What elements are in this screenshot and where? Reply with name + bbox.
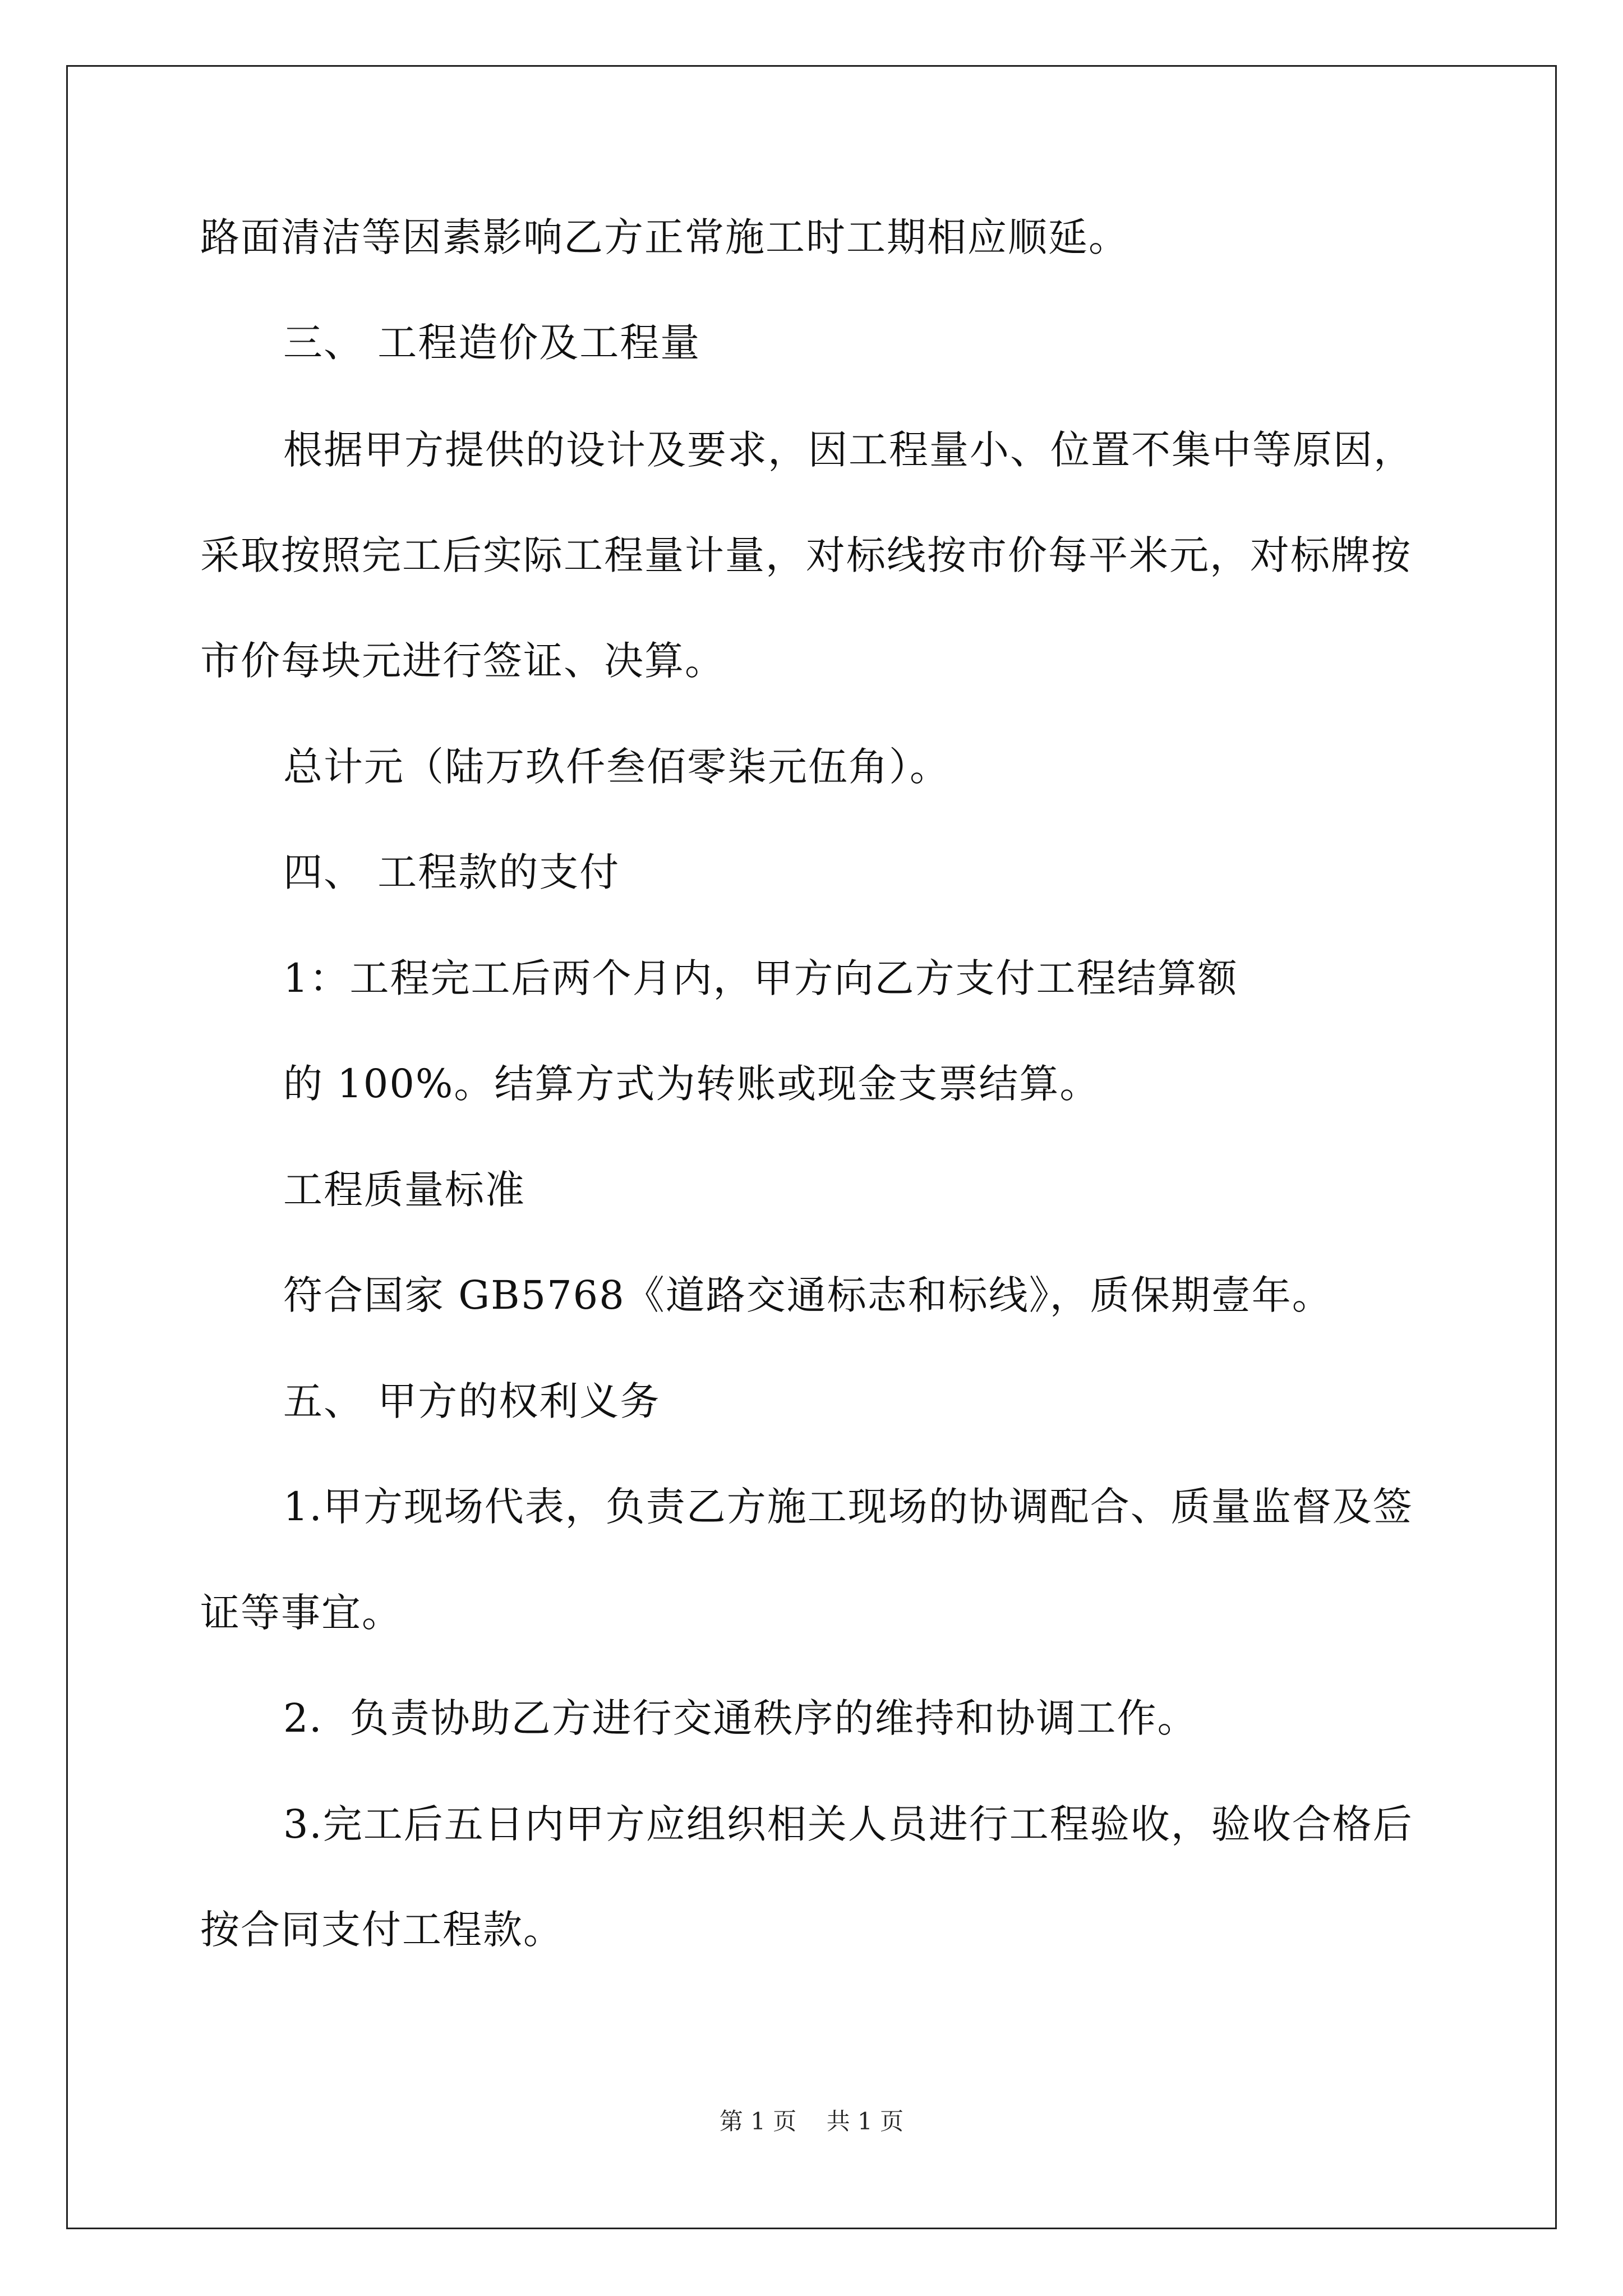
text-line: 采取按照完工后实际工程量计量，对标线按市价每平米元，对标牌按 xyxy=(200,532,1412,578)
section-heading: 四、 工程款的支付 xyxy=(283,849,620,895)
text-line: 路面清洁等因素影响乙方正常施工时工期相应顺延。 xyxy=(200,214,1129,260)
text-line: 符合国家 GB5768《道路交通标志和标线》，质保期壹年。 xyxy=(283,1272,1332,1318)
text-line: 证等事宜。 xyxy=(200,1590,402,1636)
section-heading: 五、 甲方的权利义务 xyxy=(283,1378,661,1424)
text-line: 3.完工后五日内甲方应组织相关人员进行工程验收，验收合格后 xyxy=(283,1801,1413,1847)
section-heading: 三、 工程造价及工程量 xyxy=(283,320,701,366)
text-line: 1.甲方现场代表，负责乙方施工现场的协调配合、质量监督及签 xyxy=(283,1484,1413,1530)
text-line: 市价每块元进行签证、决算。 xyxy=(200,638,725,684)
section-heading: 工程质量标准 xyxy=(283,1167,525,1213)
text-line: 根据甲方提供的设计及要求，因工程量小、位置不集中等原因， xyxy=(283,427,1414,473)
text-line: 按合同支付工程款。 xyxy=(200,1907,564,1953)
text-line: 2．负责协助乙方进行交通秩序的维持和协调工作。 xyxy=(283,1695,1198,1741)
page-number: 第 1 页 共 1 页 xyxy=(719,2108,904,2135)
text-line: 1：工程完工后两个月内，甲方向乙方支付工程结算额 xyxy=(283,955,1238,1001)
text-line: 总计元（陆万玖仟叁佰零柒元伍角）。 xyxy=(283,744,950,790)
text-line: 的 100%。结算方式为转账或现金支票结算。 xyxy=(283,1061,1100,1107)
